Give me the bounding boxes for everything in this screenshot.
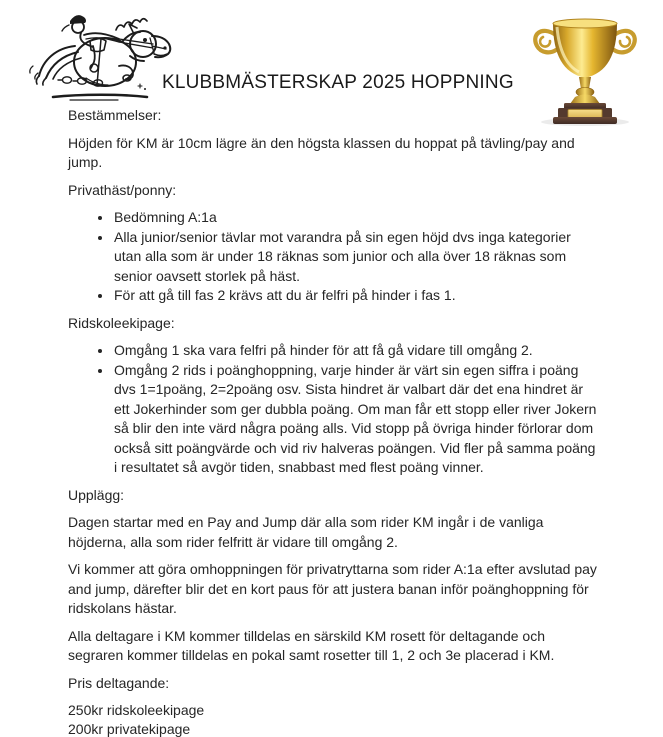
list-item: • För att gå till fas 2 krävs att du är felfri på hinder i fas 1. (113, 286, 597, 306)
bestammelser-heading: Bestämmelser: (68, 107, 162, 123)
list-item: • Omgång 1 ska vara felfri på hinder för att få gå vidare till omgång 2. (113, 341, 597, 361)
horse-cartoon-image (26, 10, 176, 106)
privathast-bullet-list (68, 208, 597, 306)
vikommer-paragraph: Vi kommer att göra omhoppningen för privatryttarna som rider A:1a efter avslutad pay and jump, därefter blir det en kort paus för att justera banan inför poänghoppning för ridskolans hästar. (68, 561, 597, 616)
ridskole-bullet-list (68, 341, 597, 478)
document-body (68, 106, 597, 737)
price-line-ridskole: 250kr ridskoleekipage (68, 702, 205, 718)
pris-heading: Pris deltagande: (68, 674, 170, 691)
hojden-paragraph: Höjden för KM är 10cm lägre än den högsta klassen du hoppat på tävling/pay and jump. (68, 134, 575, 170)
dagen-paragraph: Dagen startar med en Pay and Jump där alla som rider KM ingår i de vanliga höjderna, alla som rider felfritt är vidare till omgång 2. (68, 514, 544, 550)
ridskole-heading: Ridskoleekipage: (68, 314, 175, 331)
deltagare-paragraph: Alla deltagare i KM kommer tilldelas en särskild KM rosett för deltagande och segraren kommer tilldelas en pokal samt rosetter till 1, 2 och 3e placerad i KM. (68, 627, 555, 663)
privathast-heading: Privathäst/ponny: (68, 181, 177, 198)
list-item: • Bedömning A:1a (113, 208, 597, 228)
price-line-privat: 200kr privatekipage (68, 720, 191, 737)
upplagg-heading: Upplägg: (68, 486, 125, 503)
list-item: • Omgång 2 rids i poänghoppning, varje hinder är värt sin egen siffra i poäng dvs 1=1poäng, 2=2poäng osv. Sista hindret är valbart där det ena hindret är ett Jokerhinder som ger dubbla poäng. Om man får ett stopp eller river Jokern så blir den inte värd några poäng alls. Vid stopp på övriga hinder förlorar dom också sitt poängvärde och vid riv halveras poängen. Vid fler på samma poäng i resultatet så avgör tiden, snabbast med flest poäng vinner. (113, 361, 597, 478)
list-item: • Alla junior/senior tävlar mot varandra på sin egen höjd dvs inga kategorier utan alla som är under 18 räknas som junior och alla över 18 räknas som senior oavsett storlek på häst. (113, 228, 597, 287)
price-lines (68, 701, 597, 737)
page-title: KLUBBMÄSTERSKAP 2025 HOPPNING (162, 72, 514, 93)
